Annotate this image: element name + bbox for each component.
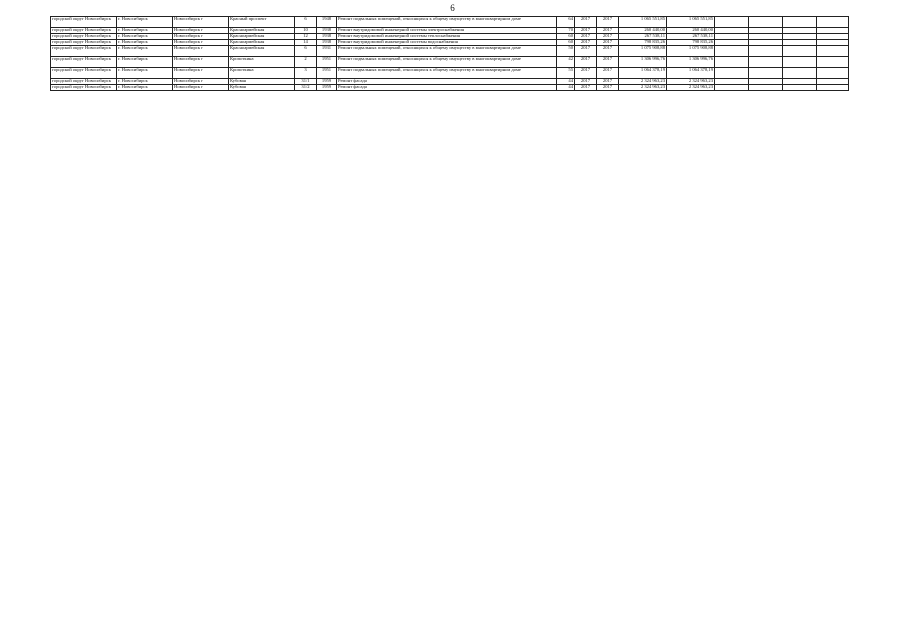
cell-q1: 55: [557, 67, 575, 78]
cell-y2: 2017: [597, 67, 619, 78]
cell-year: 1948: [317, 17, 337, 28]
cell-okrug: городской округ Новосибирск: [51, 33, 117, 39]
cell-cost: 267 538,11: [619, 33, 667, 39]
cell-settlement: г. Новосибирск: [117, 67, 173, 78]
cell-house: 10: [295, 28, 317, 34]
cell-year: 1938: [317, 28, 337, 34]
cell-c4: [817, 67, 849, 78]
cell-y1: 2017: [575, 17, 597, 28]
cell-q1: 60: [557, 39, 575, 45]
cell-okrug: городской округ Новосибирск: [51, 78, 117, 84]
cell-settlement: г. Новосибирск: [117, 39, 173, 45]
cell-cost-total: 798 835,26: [667, 39, 715, 45]
cell-cost-total: 260 440,00: [667, 28, 715, 34]
cell-locality: Новосибирск г: [173, 45, 229, 56]
cell-y2: 2017: [597, 33, 619, 39]
cell-cost-total: 1 306 996,76: [667, 56, 715, 67]
cell-house: 6: [295, 17, 317, 28]
cell-cost: 2 324 963,23: [619, 78, 667, 84]
cell-work: Ремонт внутридомовой инженерной системы теплоснабжения: [337, 33, 557, 39]
cell-cost: 2 324 963,23: [619, 84, 667, 90]
cell-work: Ремонт подвальных помещений, относящихся к общему имуществу в многоквартирном доме: [337, 17, 557, 28]
cell-okrug: городской округ Новосибирск: [51, 67, 117, 78]
cell-q1: 70: [557, 28, 575, 34]
cell-cost: 1 075 908,88: [619, 45, 667, 56]
cell-y2: 2017: [597, 17, 619, 28]
cell-c2: [749, 17, 783, 28]
cell-c1: [715, 17, 749, 28]
cell-c1: [715, 67, 749, 78]
cell-y1: 2017: [575, 78, 597, 84]
cell-c3: [783, 45, 817, 56]
cell-c2: [749, 67, 783, 78]
cell-c4: [817, 45, 849, 56]
cell-street: Красноармейская: [229, 45, 295, 56]
cell-c3: [783, 84, 817, 90]
cell-locality: Новосибирск г: [173, 33, 229, 39]
cell-locality: Новосибирск г: [173, 17, 229, 28]
cell-work: Ремонт фасада: [337, 84, 557, 90]
cell-work: Ремонт подвальных помещений, относящихся к общему имуществу в многоквартирном доме: [337, 56, 557, 67]
cell-q1: 50: [557, 45, 575, 56]
cell-y1: 2017: [575, 33, 597, 39]
cell-locality: Новосибирск г: [173, 78, 229, 84]
cell-okrug: городской округ Новосибирск: [51, 84, 117, 90]
cell-work: Ремонт фасада: [337, 78, 557, 84]
cell-cost: 1 306 996,76: [619, 56, 667, 67]
cell-okrug: городской округ Новосибирск: [51, 17, 117, 28]
cell-street: Красноармейская: [229, 39, 295, 45]
cell-cost-total: 1 064 378,19: [667, 67, 715, 78]
cell-house: 6: [295, 45, 317, 56]
cell-cost-total: 2 324 963,23: [667, 84, 715, 90]
cell-c2: [749, 56, 783, 67]
cell-okrug: городской округ Новосибирск: [51, 28, 117, 34]
cell-settlement: г. Новосибирск: [117, 84, 173, 90]
cell-settlement: г. Новосибирск: [117, 33, 173, 39]
cell-locality: Новосибирск г: [173, 84, 229, 90]
cell-q1: 44: [557, 84, 575, 90]
cell-y1: 2017: [575, 56, 597, 67]
cell-settlement: г. Новосибирск: [117, 45, 173, 56]
cell-year: 1938: [317, 33, 337, 39]
cell-y1: 2017: [575, 45, 597, 56]
cell-street: Красноармейская: [229, 28, 295, 34]
cell-y1: 2017: [575, 39, 597, 45]
capital-repair-table: [50, 16, 849, 91]
cell-locality: Новосибирск г: [173, 67, 229, 78]
table-body: [51, 17, 849, 91]
cell-c3: [783, 67, 817, 78]
cell-c2: [749, 45, 783, 56]
cell-cost: 260 440,00: [619, 28, 667, 34]
cell-y1: 2017: [575, 84, 597, 90]
cell-street: Красный проспект: [229, 17, 295, 28]
table-row: [51, 45, 849, 56]
cell-street: Кропоткина: [229, 67, 295, 78]
cell-street: Кубовая: [229, 84, 295, 90]
cell-q1: 42: [557, 56, 575, 67]
cell-q1: 44: [557, 78, 575, 84]
cell-c2: [749, 84, 783, 90]
cell-year: 1951: [317, 56, 337, 67]
cell-settlement: г. Новосибирск: [117, 56, 173, 67]
cell-c4: [817, 84, 849, 90]
cell-c1: [715, 45, 749, 56]
cell-cost: 1 065 551,85: [619, 17, 667, 28]
cell-street: Кропоткина: [229, 56, 295, 67]
cell-work: Ремонт внутридомовой инженерной системы электроснабжения: [337, 28, 557, 34]
cell-work: Ремонт подвальных помещений, относящихся к общему имуществу в многоквартирном доме: [337, 45, 557, 56]
cell-c3: [783, 56, 817, 67]
cell-okrug: городской округ Новосибирск: [51, 45, 117, 56]
cell-year: 1951: [317, 67, 337, 78]
cell-q1: 60: [557, 33, 575, 39]
cell-y2: 2017: [597, 28, 619, 34]
cell-locality: Новосибирск г: [173, 56, 229, 67]
cell-house: 31/1: [295, 78, 317, 84]
cell-y2: 2017: [597, 56, 619, 67]
cell-cost-total: 267 538,11: [667, 33, 715, 39]
cell-work: Ремонт подвальных помещений, относящихся к общему имуществу в многоквартирном доме: [337, 67, 557, 78]
cell-cost-total: 2 324 963,23: [667, 78, 715, 84]
cell-c3: [783, 17, 817, 28]
cell-okrug: городской округ Новосибирск: [51, 39, 117, 45]
cell-house: 12: [295, 33, 317, 39]
cell-y1: 2017: [575, 28, 597, 34]
cell-house: 14: [295, 39, 317, 45]
cell-year: 1959: [317, 78, 337, 84]
cell-locality: Новосибирск г: [173, 28, 229, 34]
cell-house: 2: [295, 56, 317, 67]
cell-year: 1959: [317, 84, 337, 90]
table-row: [51, 67, 849, 78]
cell-c4: [817, 17, 849, 28]
cell-house: 3: [295, 67, 317, 78]
cell-year: 1938: [317, 39, 337, 45]
cell-settlement: г. Новосибирск: [117, 28, 173, 34]
cell-q1: 64: [557, 17, 575, 28]
cell-y2: 2017: [597, 84, 619, 90]
cell-locality: Новосибирск г: [173, 39, 229, 45]
cell-cost: 1 064 378,19: [619, 67, 667, 78]
cell-street: Красноармейская: [229, 33, 295, 39]
cell-settlement: г. Новосибирск: [117, 17, 173, 28]
table-row: [51, 17, 849, 28]
cell-cost: 798 835,26: [619, 39, 667, 45]
table-row: [51, 84, 849, 90]
cell-year: 1931: [317, 45, 337, 56]
table-row: [51, 56, 849, 67]
cell-c4: [817, 56, 849, 67]
cell-c1: [715, 84, 749, 90]
cell-street: Кубовая: [229, 78, 295, 84]
cell-c1: [715, 56, 749, 67]
cell-cost-total: 1 075 908,88: [667, 45, 715, 56]
cell-y1: 2017: [575, 67, 597, 78]
cell-house: 31/2: [295, 84, 317, 90]
cell-okrug: городской округ Новосибирск: [51, 56, 117, 67]
cell-y2: 2017: [597, 78, 619, 84]
page-number: 6: [450, 3, 455, 13]
cell-y2: 2017: [597, 39, 619, 45]
cell-cost-total: 1 065 551,85: [667, 17, 715, 28]
cell-y2: 2017: [597, 45, 619, 56]
cell-settlement: г. Новосибирск: [117, 78, 173, 84]
cell-work: Ремонт внутридомовой инженерной системы водоснабжения: [337, 39, 557, 45]
